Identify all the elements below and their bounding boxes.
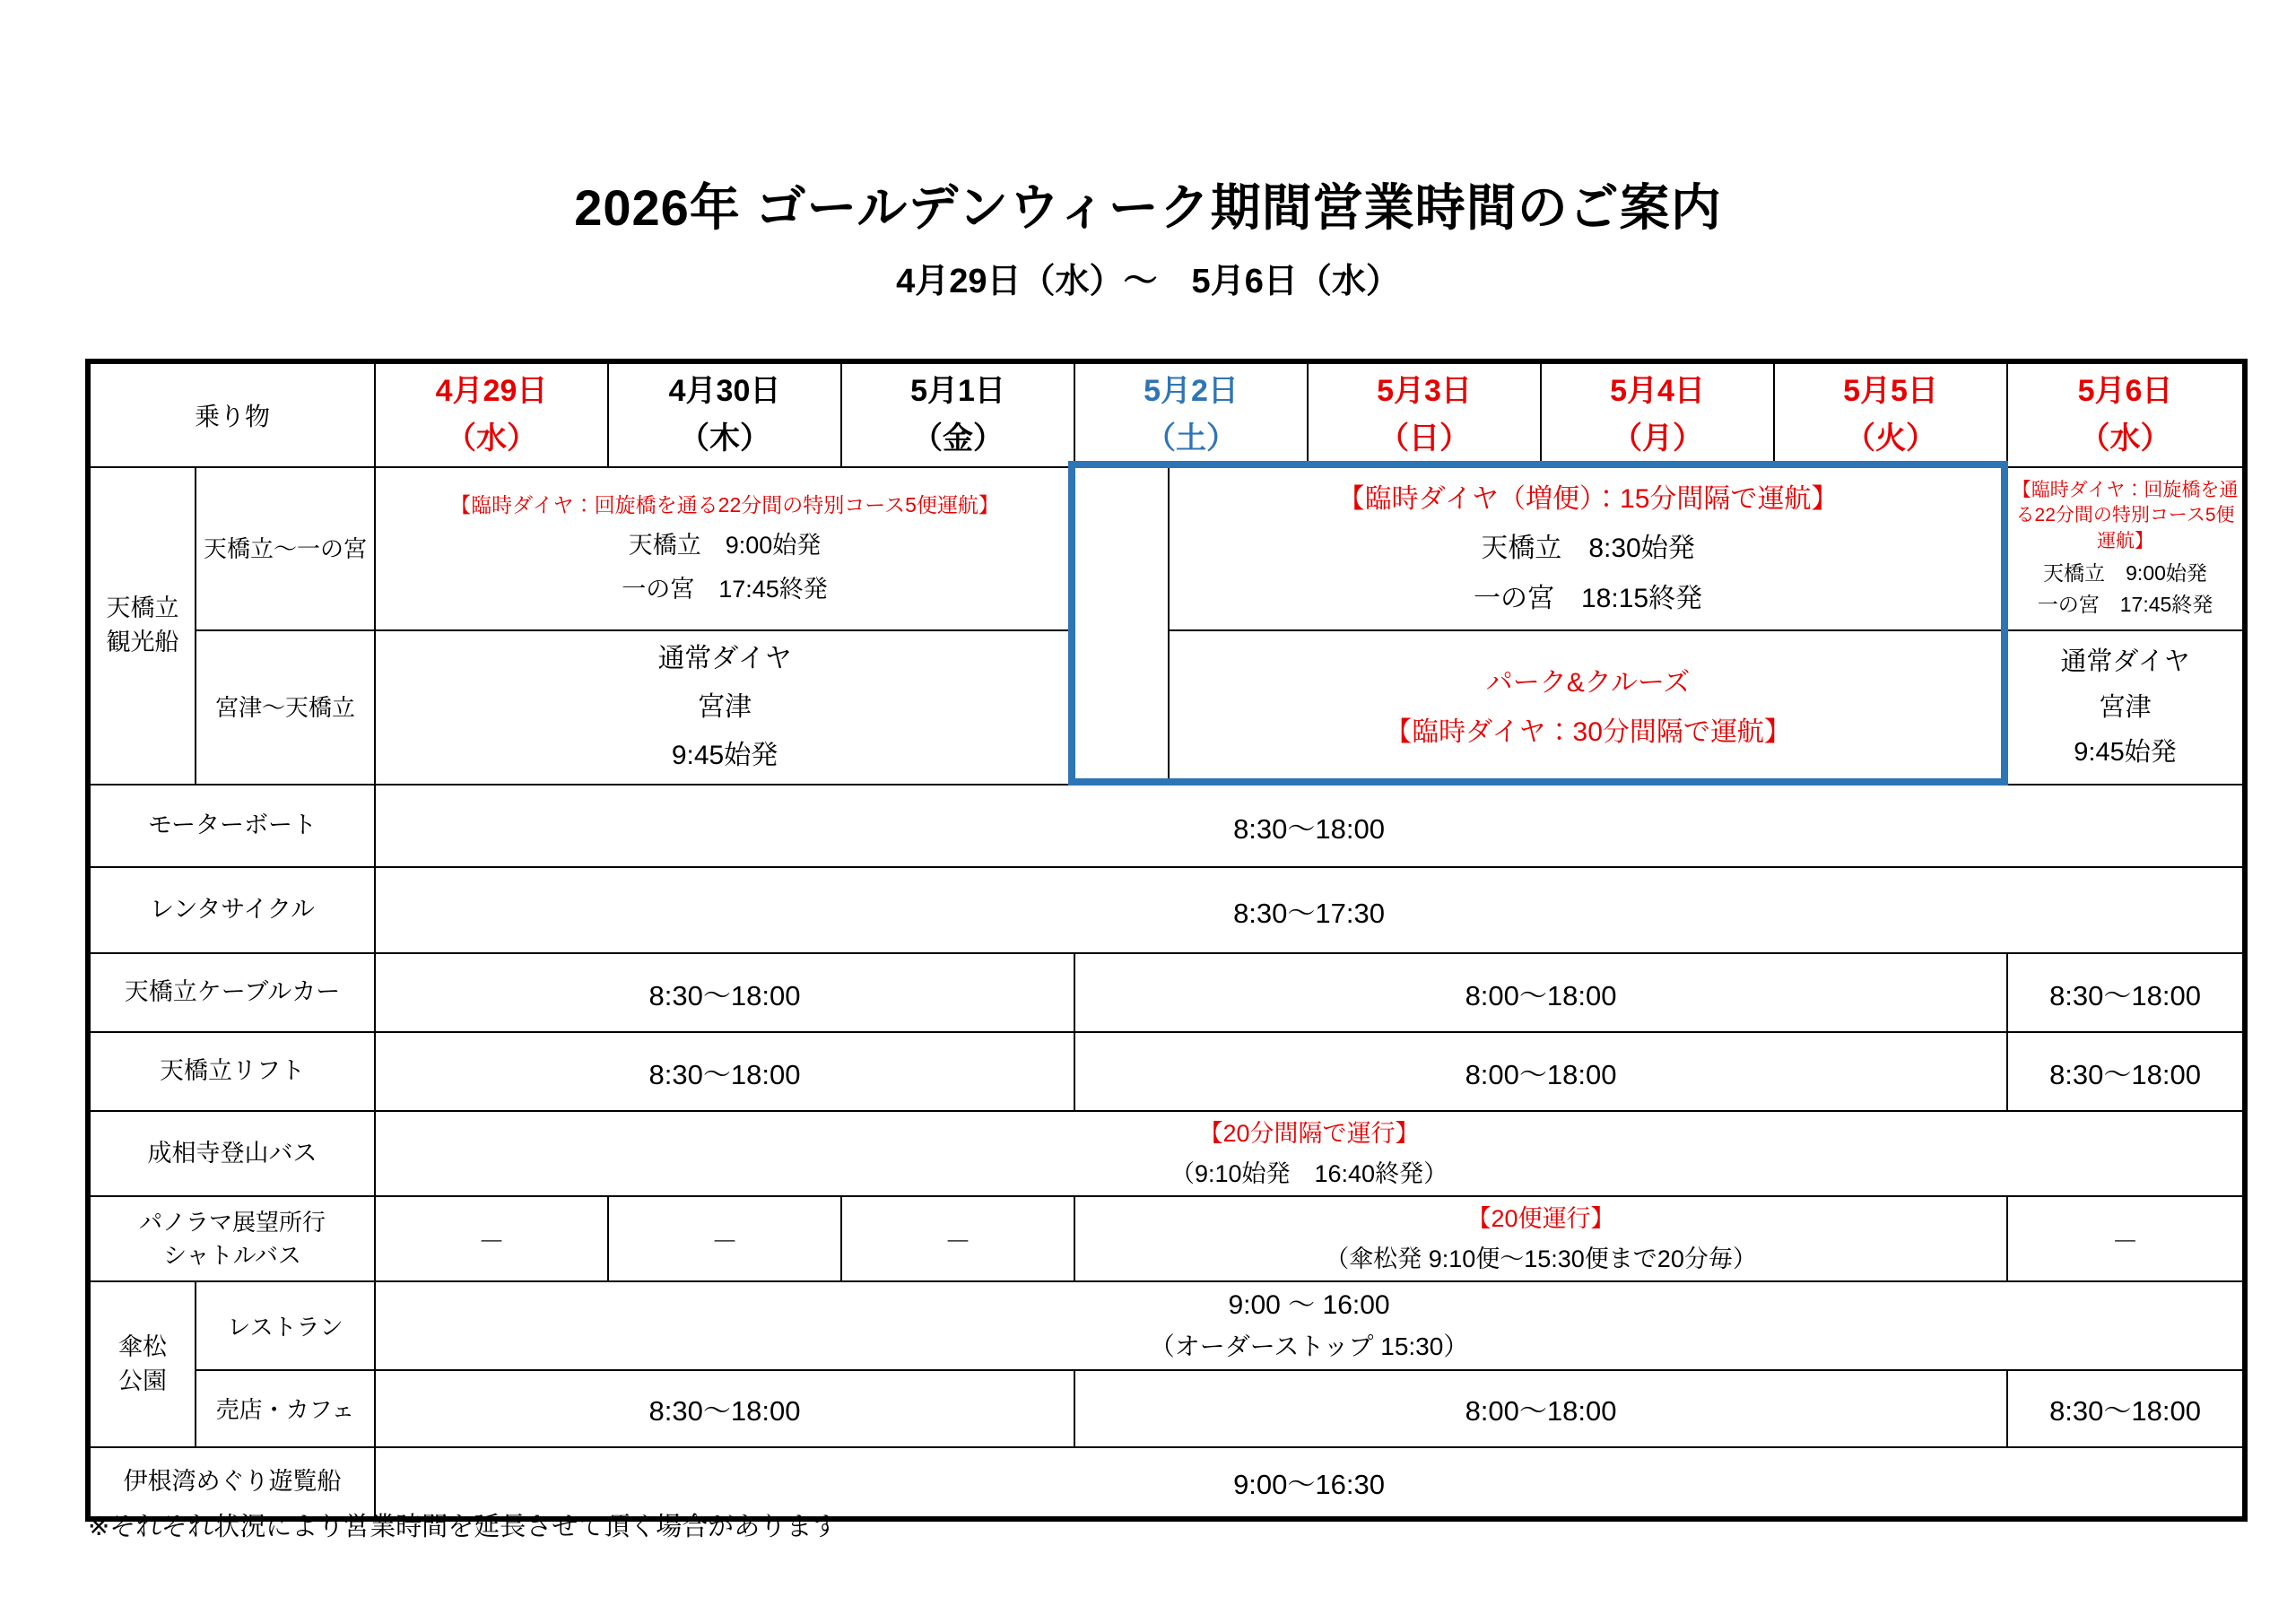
cell-rental-cycle-hours: 8:30～17:30 [375, 867, 2245, 953]
page-subtitle: 4月29日（水）～ 5月6日（水） [896, 263, 1400, 300]
row-label-ine-boat: 伊根湾めぐり遊覧船 [88, 1447, 375, 1519]
cell-shop-gw: 8:00～18:00 [1074, 1370, 2007, 1447]
park-and-cruise-banner [1074, 467, 1169, 785]
row-shuttle-bus [88, 1196, 2245, 1281]
row-label-line: パノラマ展望所行 [139, 1209, 326, 1237]
cell-lift-early: 8:30～18:00 [375, 1032, 1074, 1111]
row-label-rental-cycle: レンタサイクル [88, 867, 375, 953]
special-dia-note: 【臨時ダイヤ：回旋橋を通る22分間の特別コース5便運航】 [450, 492, 999, 516]
cell-cable-car-may6: 8:30～18:00 [2007, 953, 2245, 1032]
last-departure: 一の宮 17:45終発 [622, 575, 828, 603]
group-label-kankosen [88, 467, 196, 785]
date-header-apr29 [375, 361, 608, 467]
vehicle-header-cell: 乗り物 [88, 361, 375, 467]
row-motorboat [88, 785, 2245, 867]
dia-type: 通常ダイヤ [2060, 647, 2190, 676]
interval-note: 【20分間隔で運行】 [1198, 1120, 1420, 1147]
row-label-nariaiji-bus: 成相寺登山バス [88, 1111, 375, 1196]
special-dia-note: 【臨時ダイヤ：回旋橋を通る22分間の特別コース5便運航】 [2012, 479, 2239, 551]
first-departure: 天橋立 9:00始発 [628, 532, 822, 560]
row-shop-cafe [88, 1370, 2245, 1447]
open-hours: 9:00 ～ 16:00 [1228, 1290, 1390, 1321]
cell-boat1-may6 [2007, 467, 2245, 630]
group-label-line: 観光船 [106, 629, 179, 655]
last-departure: 一の宮 18:15終発 [1473, 583, 1703, 613]
cell-lift-may6: 8:30～18:00 [2007, 1032, 2245, 1111]
first-departure: 天橋立 8:30始発 [1481, 534, 1695, 564]
cell-restaurant-hours [375, 1281, 2245, 1370]
cell-boat2-gw [1169, 630, 2007, 785]
cell-cable-car-gw: 8:00～18:00 [1074, 953, 2007, 1032]
row-label-ichinomiya: 天橋立～一の宮 [196, 467, 375, 630]
dia-type: 通常ダイヤ [657, 644, 792, 673]
row-label-restaurant: レストラン [196, 1281, 375, 1370]
banner-sub-text: （車を置いて船で観光） [1091, 499, 1110, 752]
special-dia-note: 【臨時ダイヤ：30分間隔で運航】 [1385, 717, 1791, 747]
first-departure: 天橋立 9:00始発 [2043, 561, 2207, 586]
special-dia-note: 【臨時ダイヤ（増便）：15分間隔で運航】 [1337, 483, 1839, 514]
group-label-line: 公園 [118, 1367, 167, 1394]
page-header [0, 169, 2296, 302]
cell-boat2-early [375, 630, 1074, 785]
banner-main-text: パーク＆クルーズ実施 [1126, 475, 1152, 777]
weekday-label: （水） [2079, 421, 2171, 456]
cell-motorboat-hours: 8:30～18:00 [375, 785, 2245, 867]
date-header-may5 [1774, 361, 2007, 467]
date-label: 5月1日 [910, 374, 1005, 409]
date-header-may1 [841, 361, 1074, 467]
row-label-shop-cafe: 売店・カフェ [196, 1370, 375, 1447]
page-title: 2026年 ゴールデンウィーク期間営業時間のご案内 [574, 179, 1722, 236]
cell-cable-car-early: 8:30～18:00 [375, 953, 1074, 1032]
cell-boat1-gw [1169, 467, 2007, 630]
row-boat-ichinomiya [88, 467, 2245, 630]
group-label-line: 傘松 [118, 1332, 167, 1360]
last-departure: 一の宮 17:45終発 [2037, 592, 2213, 616]
cell-ine-boat-hours: 9:00～16:30 [375, 1447, 2245, 1519]
group-label-line: 天橋立 [106, 595, 179, 622]
weekday-label: （金） [912, 421, 1004, 456]
cell-shop-may6: 8:30～18:00 [2007, 1370, 2245, 1447]
cell-shop-early: 8:30～18:00 [375, 1370, 1074, 1447]
weekday-label: （水） [446, 421, 538, 456]
weekday-label: （火） [1845, 421, 1937, 456]
row-label-line: シャトルバス [163, 1241, 301, 1269]
last-order-note: （オーダーストップ 15:30） [1149, 1332, 1469, 1361]
date-label: 4月30日 [668, 374, 781, 409]
row-label-shuttle-bus [88, 1196, 375, 1281]
row-nariaiji-bus [88, 1111, 2245, 1196]
date-label: 5月4日 [1610, 374, 1705, 409]
service-note: 【20便運行】 [1466, 1205, 1615, 1233]
cell-boat2-may6 [2007, 630, 2245, 785]
first-departure: 9:45始発 [671, 741, 778, 770]
cell-shuttle-may1: － [841, 1196, 1074, 1281]
group-label-kasamatsu [88, 1281, 196, 1447]
cell-boat1-early [375, 467, 1074, 630]
interval-detail: （9:10始発 16:40終発） [1170, 1159, 1448, 1187]
date-label: 4月29日 [435, 374, 548, 409]
row-label-motorboat: モーターボート [88, 785, 375, 867]
date-header-may4 [1541, 361, 1774, 467]
cell-lift-gw: 8:00～18:00 [1074, 1032, 2007, 1111]
date-label: 5月3日 [1377, 374, 1472, 409]
row-rental-cycle [88, 867, 2245, 953]
cell-shuttle-apr29: － [375, 1196, 608, 1281]
port: 宮津 [2099, 692, 2152, 722]
date-label: 5月6日 [2077, 374, 2173, 409]
date-label: 5月2日 [1144, 374, 1239, 409]
date-header-apr30 [608, 361, 841, 467]
footnote: ※それぞれ状況により営業時間を延長させて頂く場合があります [88, 1513, 839, 1541]
row-restaurant [88, 1281, 2245, 1370]
header-row [88, 361, 2245, 467]
date-header-may6 [2007, 361, 2245, 467]
row-label-cable-car: 天橋立ケーブルカー [88, 953, 375, 1032]
row-label-miyazu: 宮津～天橋立 [196, 630, 375, 785]
service-detail: （傘松発 9:10便～15:30便まで20分毎） [1325, 1245, 1757, 1272]
schedule-table [85, 359, 2248, 1522]
weekday-label: （日） [1378, 421, 1471, 456]
port: 宮津 [698, 692, 752, 722]
date-header-may2 [1074, 361, 1308, 467]
row-cable-car [88, 953, 2245, 1032]
row-lift [88, 1032, 2245, 1111]
weekday-label: （月） [1612, 421, 1704, 456]
row-label-lift: 天橋立リフト [88, 1032, 375, 1111]
first-departure: 9:45始発 [2074, 738, 2177, 768]
schedule-table-wrap [85, 359, 2242, 1522]
cell-nariaiji-bus [375, 1111, 2245, 1196]
cell-shuttle-gw [1074, 1196, 2007, 1281]
weekday-label: （木） [679, 421, 771, 456]
park-cruise-label: パーク&クルーズ [1485, 667, 1691, 698]
date-label: 5月5日 [1843, 374, 1938, 409]
date-header-may3 [1308, 361, 1541, 467]
weekday-label: （土） [1145, 421, 1238, 456]
cell-shuttle-apr30: － [608, 1196, 841, 1281]
cell-shuttle-may6: － [2007, 1196, 2245, 1281]
